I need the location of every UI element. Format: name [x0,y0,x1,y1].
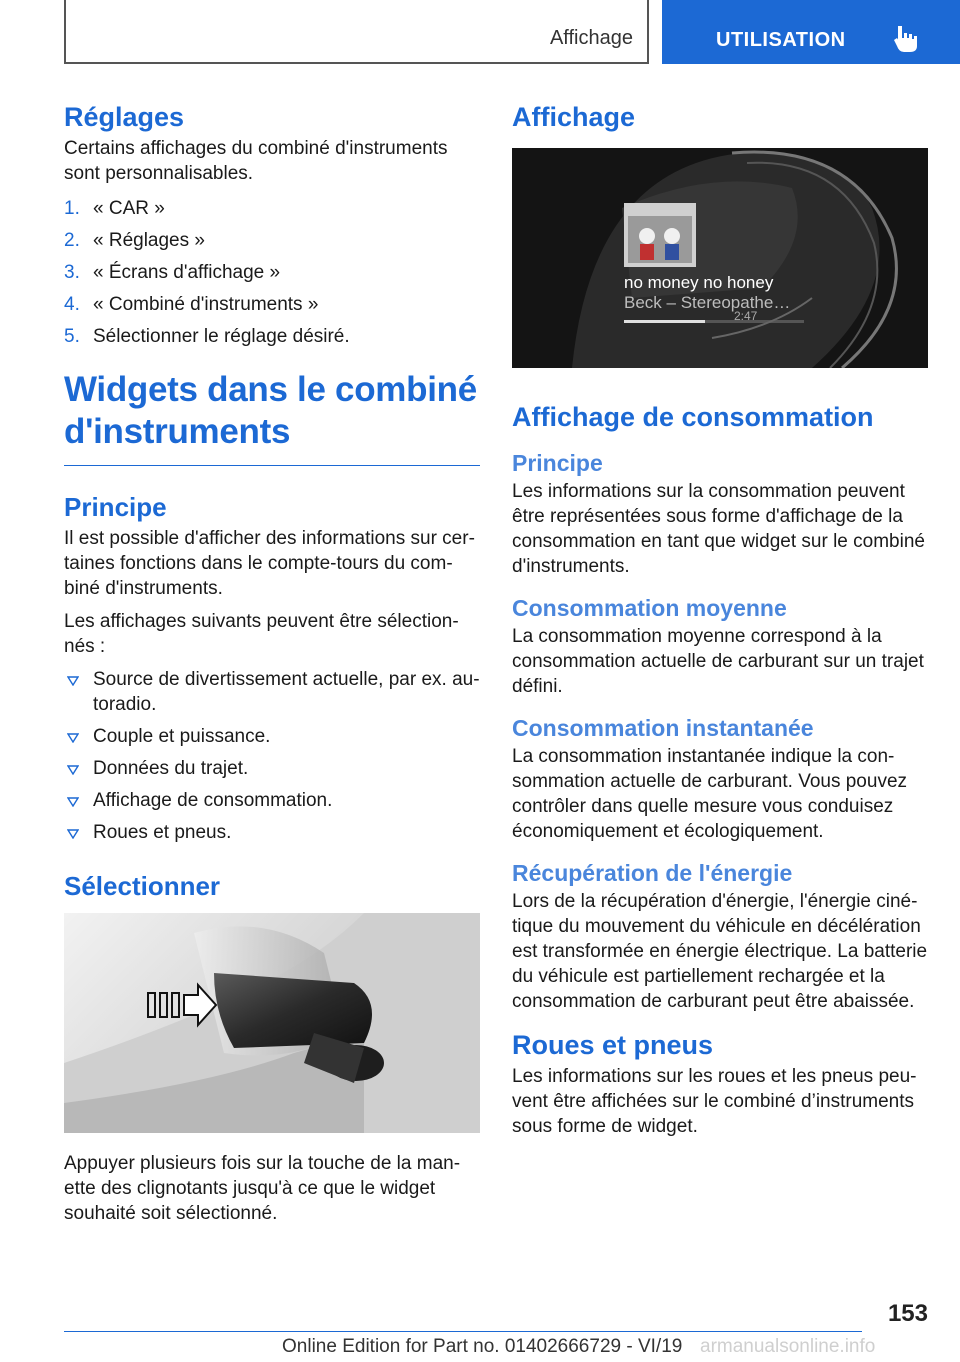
widgets-heading: Widgets dans le combiné d'instruments [64,369,480,466]
principe-paragraph-2: Les affichages suivants peuvent être sélectionnés : [64,611,459,657]
page-number: 153 [887,1300,928,1327]
triangle-bullet-icon [67,829,79,839]
list-item [64,324,480,349]
list-item [64,756,480,781]
conso-principe-text: Les informations sur la consommation peuvent être représentées sous forme d'affichage de la consommation en tant que widget sur le combiné d'instruments. [512,481,925,577]
display-drawing [512,148,928,368]
left-column [64,100,480,1234]
roues-heading: Roues et pneus [512,1030,714,1060]
reglages-heading: Réglages [64,102,185,132]
moyenne-heading: Consommation moyenne [512,595,787,621]
list-item [64,724,480,749]
selectionner-caption: Appuyer plusieurs fois sur la touche de la manette des clignotants jusqu'à ce que le widget souhaité soit sélectionné. [64,1153,461,1224]
recuperation-text: Lors de la récupération d'énergie, l'énergie cinétique du mouvement du véhicule en décélération est transformée en énergie électrique. La batterie du véhicule est partiellement rechargée et la consommation de carburant peut être abaissée. [512,891,928,1012]
track-title: no money no honey [624,273,774,292]
roues-text: Les informations sur les roues et les pneus peuvent être affichées sur le combiné d’instruments sous forme de widget. [512,1066,917,1137]
step-number: 2. [64,230,80,251]
step-text: « Combiné d'instruments » [93,294,319,315]
track-time: 2:47 [734,309,758,323]
principe-heading: Principe [64,492,167,522]
step-text: « Écrans d'affichage » [93,262,281,283]
header-section-box [64,0,649,64]
selectionner-heading: Sélectionner [64,871,221,901]
turn-signal-stalk-illustration [64,913,480,1133]
list-item [64,260,480,285]
list-item-text: Roues et pneus. [93,822,232,843]
list-item-text: Couple et puissance. [93,726,271,747]
step-number: 1. [64,198,80,219]
list-item [64,228,480,253]
header-section-title: Affichage [549,27,633,49]
widget-options-list [64,667,480,845]
affichage-heading: Affichage [512,102,636,132]
list-item [64,292,480,317]
step-text: « CAR » [93,198,165,219]
conso-heading: Affichage de consommation [512,402,874,432]
edition-text: Online Edition for Part no. 01402666729 - VI/19 [282,1336,683,1357]
reglages-steps [64,196,480,349]
principe-paragraph-1: Il est possible d'afficher des informations sur certaines fonctions dans le compte-tours du combiné d'instruments. [64,528,475,599]
conso-principe-heading: Principe [512,450,603,476]
step-number: 5. [64,326,80,347]
instrument-cluster-display-photo [512,148,928,368]
step-text: « Réglages » [93,230,205,251]
reglages-intro: Certains affichages du combiné d'instruments sont personnalisables. [64,138,448,184]
list-item [64,820,480,845]
list-item-text: Données du trajet. [93,758,249,779]
triangle-bullet-icon [67,797,79,807]
header-chapter-tab [662,0,960,64]
moyenne-text: La consommation moyenne correspond à la consommation actuelle de carburant sur un trajet défini. [512,626,924,697]
right-column [512,100,928,1147]
footer-divider [64,1331,862,1332]
pointing-hand-icon [892,24,920,54]
recuperation-heading: Récupération de l'énergie [512,860,793,886]
track-progress-fill [624,320,705,323]
step-number: 4. [64,294,80,315]
track-artist: Beck – Stereopathe… [624,293,791,312]
step-number: 3. [64,262,80,283]
watermark-text: armanualsonline.info [700,1336,876,1357]
list-item [64,788,480,813]
list-item-text: Affichage de consommation. [93,790,333,811]
triangle-bullet-icon [67,676,79,686]
list-item-text: Source de divertissement actuelle, par ex. autoradio. [93,669,480,715]
triangle-bullet-icon [67,765,79,775]
instantanee-text: La consommation instantanée indique la consommation actuelle de carburant. Vous pouvez contrôler dans quelle mesure vous conduisez économiquement et écologiquement. [512,746,908,842]
header-chapter-title: UTILISATION [716,29,846,51]
list-item [64,667,480,717]
stalk-drawing [64,913,480,1133]
instantanee-heading: Consommation instantanée [512,715,814,741]
step-text: Sélectionner le réglage désiré. [93,326,350,347]
triangle-bullet-icon [67,733,79,743]
list-item [64,196,480,221]
